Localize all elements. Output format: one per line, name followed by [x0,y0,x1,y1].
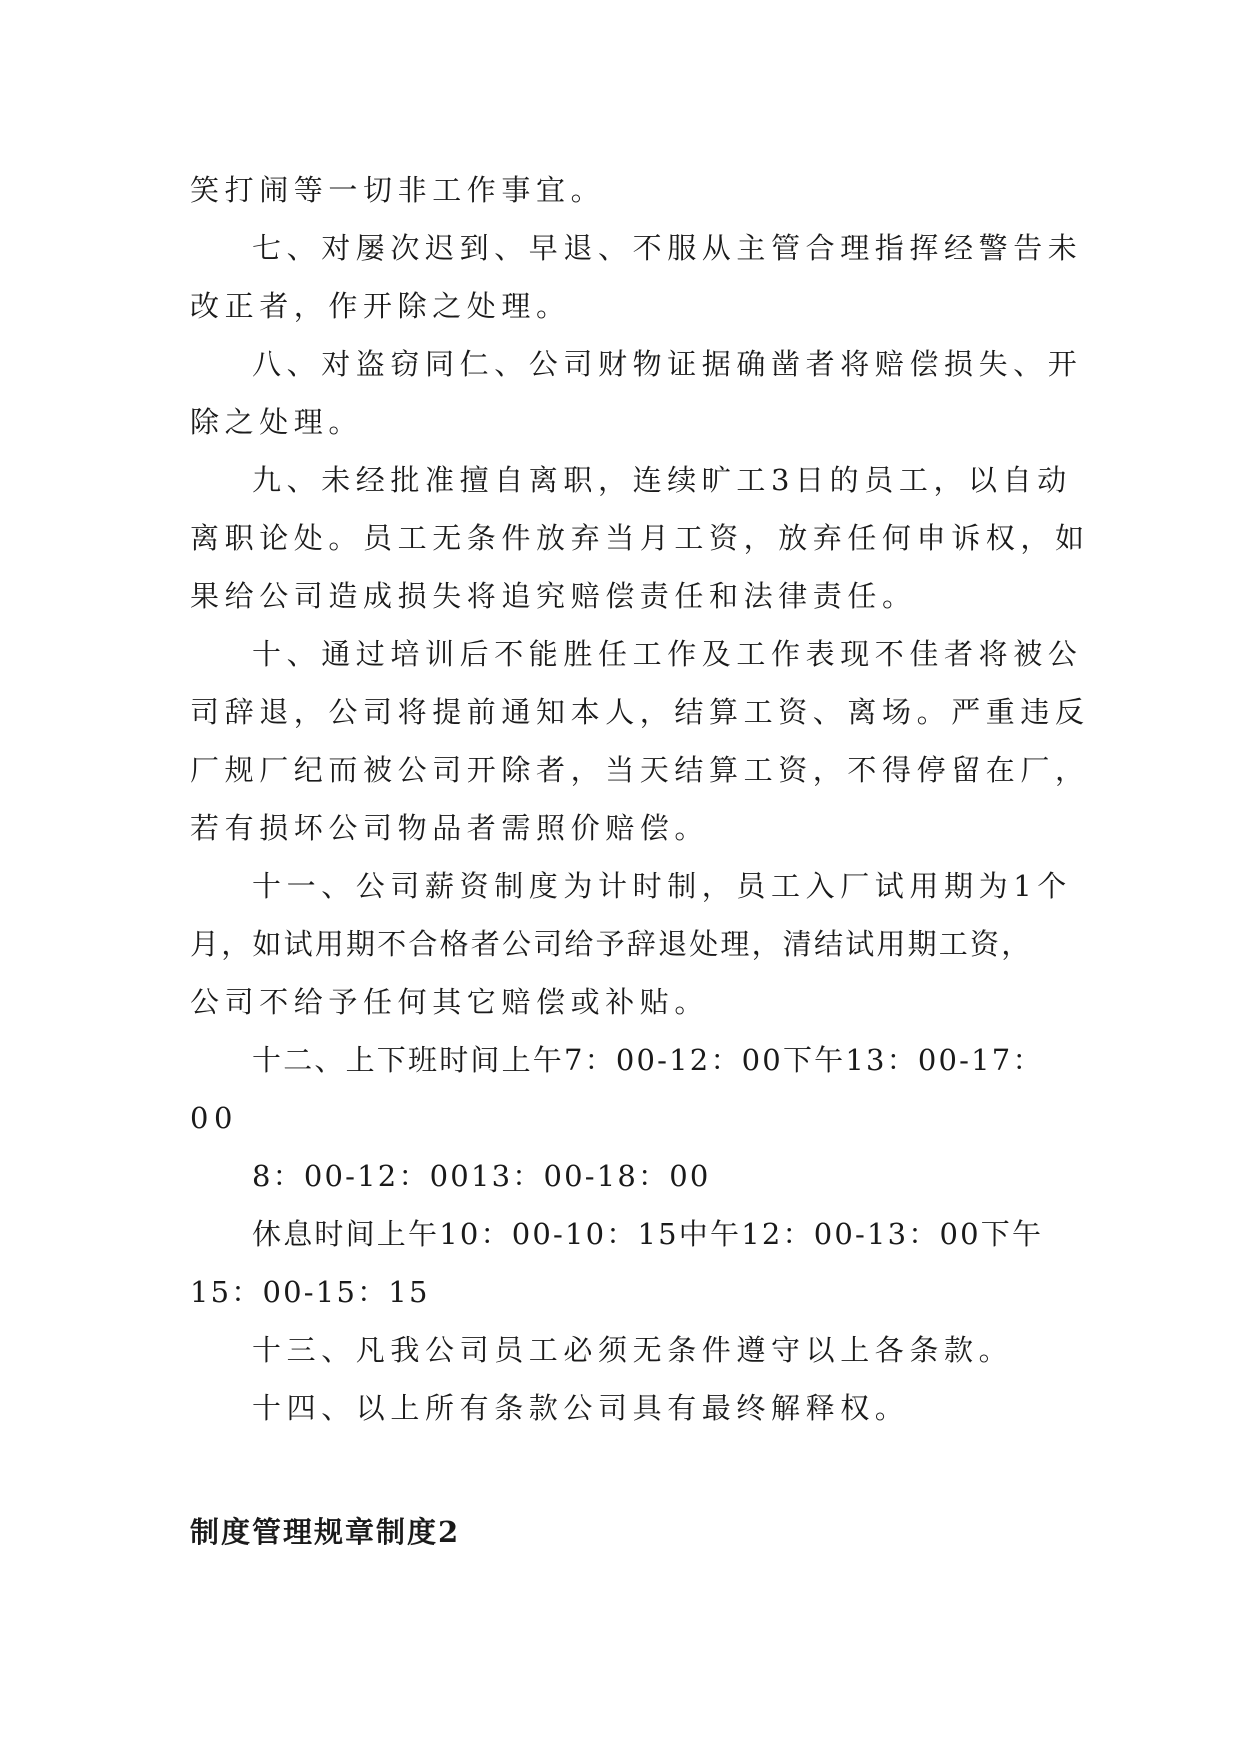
text-line: 十二、上下班时间上午7：00-12：00下午13：00-17： [252,1043,1044,1077]
text-line: 除之处理。 [190,405,364,439]
text-line: 十、通过培训后不能胜任工作及工作表现不佳者将被公 [252,637,1083,671]
text-line: 八、对盗窃同仁、公司财物证据确凿者将赔偿损失、开 [252,347,1083,381]
text-line: 00 [190,1101,239,1135]
text-line: 月，如试用期不合格者公司给予辞退处理，清结试用期工资， [190,927,1033,961]
text-line: 15：00-15：15 [190,1275,430,1309]
text-line: 若有损坏公司物品者需照价赔偿。 [190,811,710,845]
text-line: 十一、公司薪资制度为计时制，员工入厂试用期为1个 [252,869,1072,903]
text-line: 十四、以上所有条款公司具有最终解释权。 [252,1391,910,1425]
text-line: 改正者，作开除之处理。 [190,289,571,323]
text-line: 公司不给予任何其它赔偿或补贴。 [190,985,710,1019]
text-line: 休息时间上午10：00-10：15中午12：00-13：00下午 [252,1217,1044,1251]
section-heading: 制度管理规章制度2 [190,1515,461,1549]
text-line: 七、对屡次迟到、早退、不服从主管合理指挥经警告未 [252,231,1083,265]
text-line: 九、未经批准擅自离职，连续旷工3日的员工，以自动 [252,463,1072,497]
text-line: 离职论处。员工无条件放弃当月工资，放弃任何申诉权，如 [190,521,1090,555]
text-line: 果给公司造成损失将追究赔偿责任和法律责任。 [190,579,917,613]
text-line: 8：00-12：0013：00-18：00 [252,1159,711,1193]
text-line: 笑打闹等一切非工作事宜。 [190,173,606,207]
text-line: 厂规厂纪而被公司开除者，当天结算工资，不得停留在厂， [190,753,1090,787]
text-line: 司辞退，公司将提前通知本人，结算工资、离场。严重违反 [190,695,1090,729]
text-line: 十三、凡我公司员工必须无条件遵守以上各条款。 [252,1333,1014,1367]
